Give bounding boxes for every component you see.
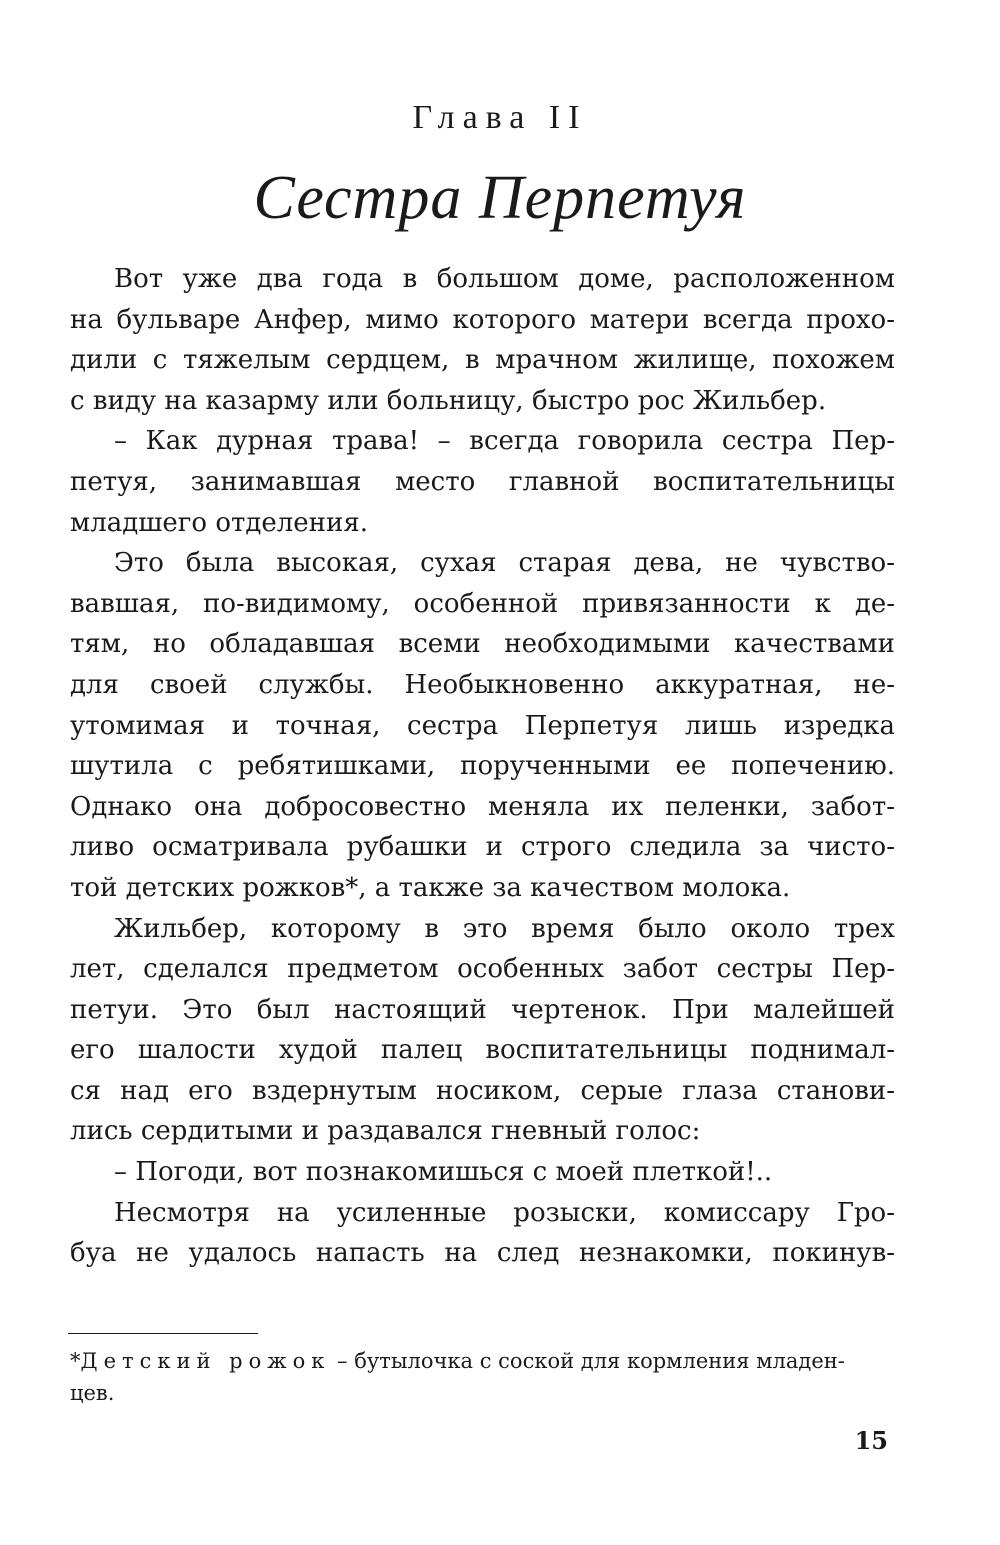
body-text (70, 259, 895, 1274)
text-line: – Погоди, вот познакомишься с моей плеткой!.. (114, 1157, 773, 1188)
text-line: Жильбер, которому в это время было около трех (114, 913, 895, 944)
text-line: ся над его вздернутым носиком, серые глаза станови- (70, 1075, 895, 1106)
text-line: утомимая и точная, сестра Перпетуя лишь изредка (70, 710, 895, 741)
text-line: лись сердитыми и раздавался гневный голос: (70, 1116, 701, 1147)
text-line: на бульваре Анфер, мимо которого матери всегда прохо- (70, 304, 895, 335)
footnote (70, 1345, 888, 1409)
text-line: буа не удалось напасть на след незнакомки, покинув- (70, 1238, 895, 1269)
text-line: Вот уже два года в большом доме, расположенном (114, 264, 895, 294)
text-line: его шалости худой палец воспитательницы поднимал- (70, 1035, 895, 1066)
footnote-marker: * (70, 1349, 81, 1373)
text-line: петуи. Это был настоящий чертенок. При малейшей (70, 994, 895, 1025)
text-line: вавшая, по-видимому, особенной привязанности к де- (70, 588, 895, 619)
footnote-text: – бутылочка с соской для кормления младен- (330, 1349, 845, 1373)
text-line: Однако она добросовестно меняла их пеленки, забот- (70, 791, 895, 822)
text-line: младшего отделения. (70, 507, 369, 538)
footnote-line: цев. (70, 1381, 115, 1405)
footnote-term: Детский рожок (80, 1349, 331, 1373)
chapter-title: Сестра Перпетуя (253, 164, 747, 232)
text-line: Это была высокая, сухая старая дева, не чувство- (114, 548, 895, 579)
text-line: шутила с ребятишками, порученными ее попечению. (70, 751, 895, 782)
text-line: с виду на казарму или больницу, быстро рос Жильбер. (70, 385, 827, 416)
page-number: 15 (854, 1426, 888, 1455)
text-line: для своей службы. Необыкновенно аккуратная, не- (70, 669, 895, 700)
text-line: дили с тяжелым сердцем, в мрачном жилище, похожем (70, 345, 895, 376)
chapter-label: Глава II (412, 99, 588, 136)
text-line: той детских рожков*, а также за качеством молока. (70, 872, 791, 903)
text-line: лет, сделался предметом особенных забот сестры Пер- (70, 954, 895, 985)
text-line: Несмотря на усиленные розыски, комиссару Гро- (114, 1197, 895, 1228)
text-line: тям, но обладавшая всеми необходимыми качествами (70, 629, 895, 660)
footnote-divider (68, 1333, 258, 1334)
text-line: – Как дурная трава! – всегда говорила сестра Пер- (114, 426, 895, 457)
text-line: ливо осматривала рубашки и строго следила за чисто- (70, 832, 895, 863)
text-line: петуя, занимавшая место главной воспитательницы (70, 466, 895, 497)
footnote-line (70, 1345, 888, 1377)
